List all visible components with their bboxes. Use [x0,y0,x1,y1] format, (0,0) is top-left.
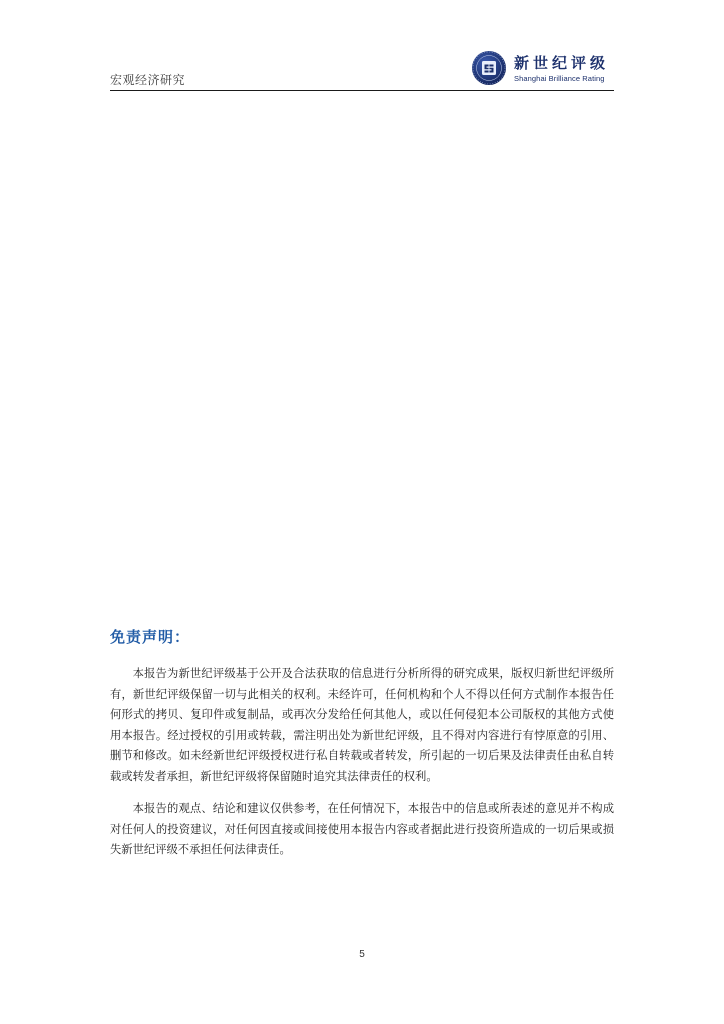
logo-name-cn: 新世纪评级 [514,54,610,72]
globe-emblem-icon [471,50,507,86]
logo-name-en: Shanghai Brilliance Rating [514,74,605,83]
header-divider [110,90,614,91]
disclaimer-paragraph-liability: 本报告的观点、结论和建议仅供参考，在任何情况下，本报告中的信息或所表述的意见并不构成对任何人的投资建议，对任何因直接或间接使用本报告内容或者据此进行投资所造成的一切后果或损失新世纪评级不承担任何法律责任。 [110,802,614,856]
disclaimer-paragraph-copyright: 本报告为新世纪评级基于公开及合法获取的信息进行分析所得的研究成果，版权归新世纪评级所有，新世纪评级保留一切与此相关的权利。未经许可，任何机构和个人不得以任何方式制作本报告任何形式的拷贝、复印件或复制品，或再次分发给任何其他人，或以任何侵犯本公司版权的其他方式使用本报告。经过授权的引用或转载，需注明出处为新世纪评级，且不得对内容进行有悖原意的引用、删节和修改。如未经新世纪评级授权进行私自转载或者转发，所引起的一切后果及法律责任由私自转载或转发者承担，新世纪评级将保留随时追究其法律责任的权利。 [110,667,614,783]
company-logo [471,50,616,86]
page-number: 5 [359,949,365,960]
disclaimer-title: 免责声明： [110,628,191,646]
section-label: 宏观经济研究 [110,73,186,87]
